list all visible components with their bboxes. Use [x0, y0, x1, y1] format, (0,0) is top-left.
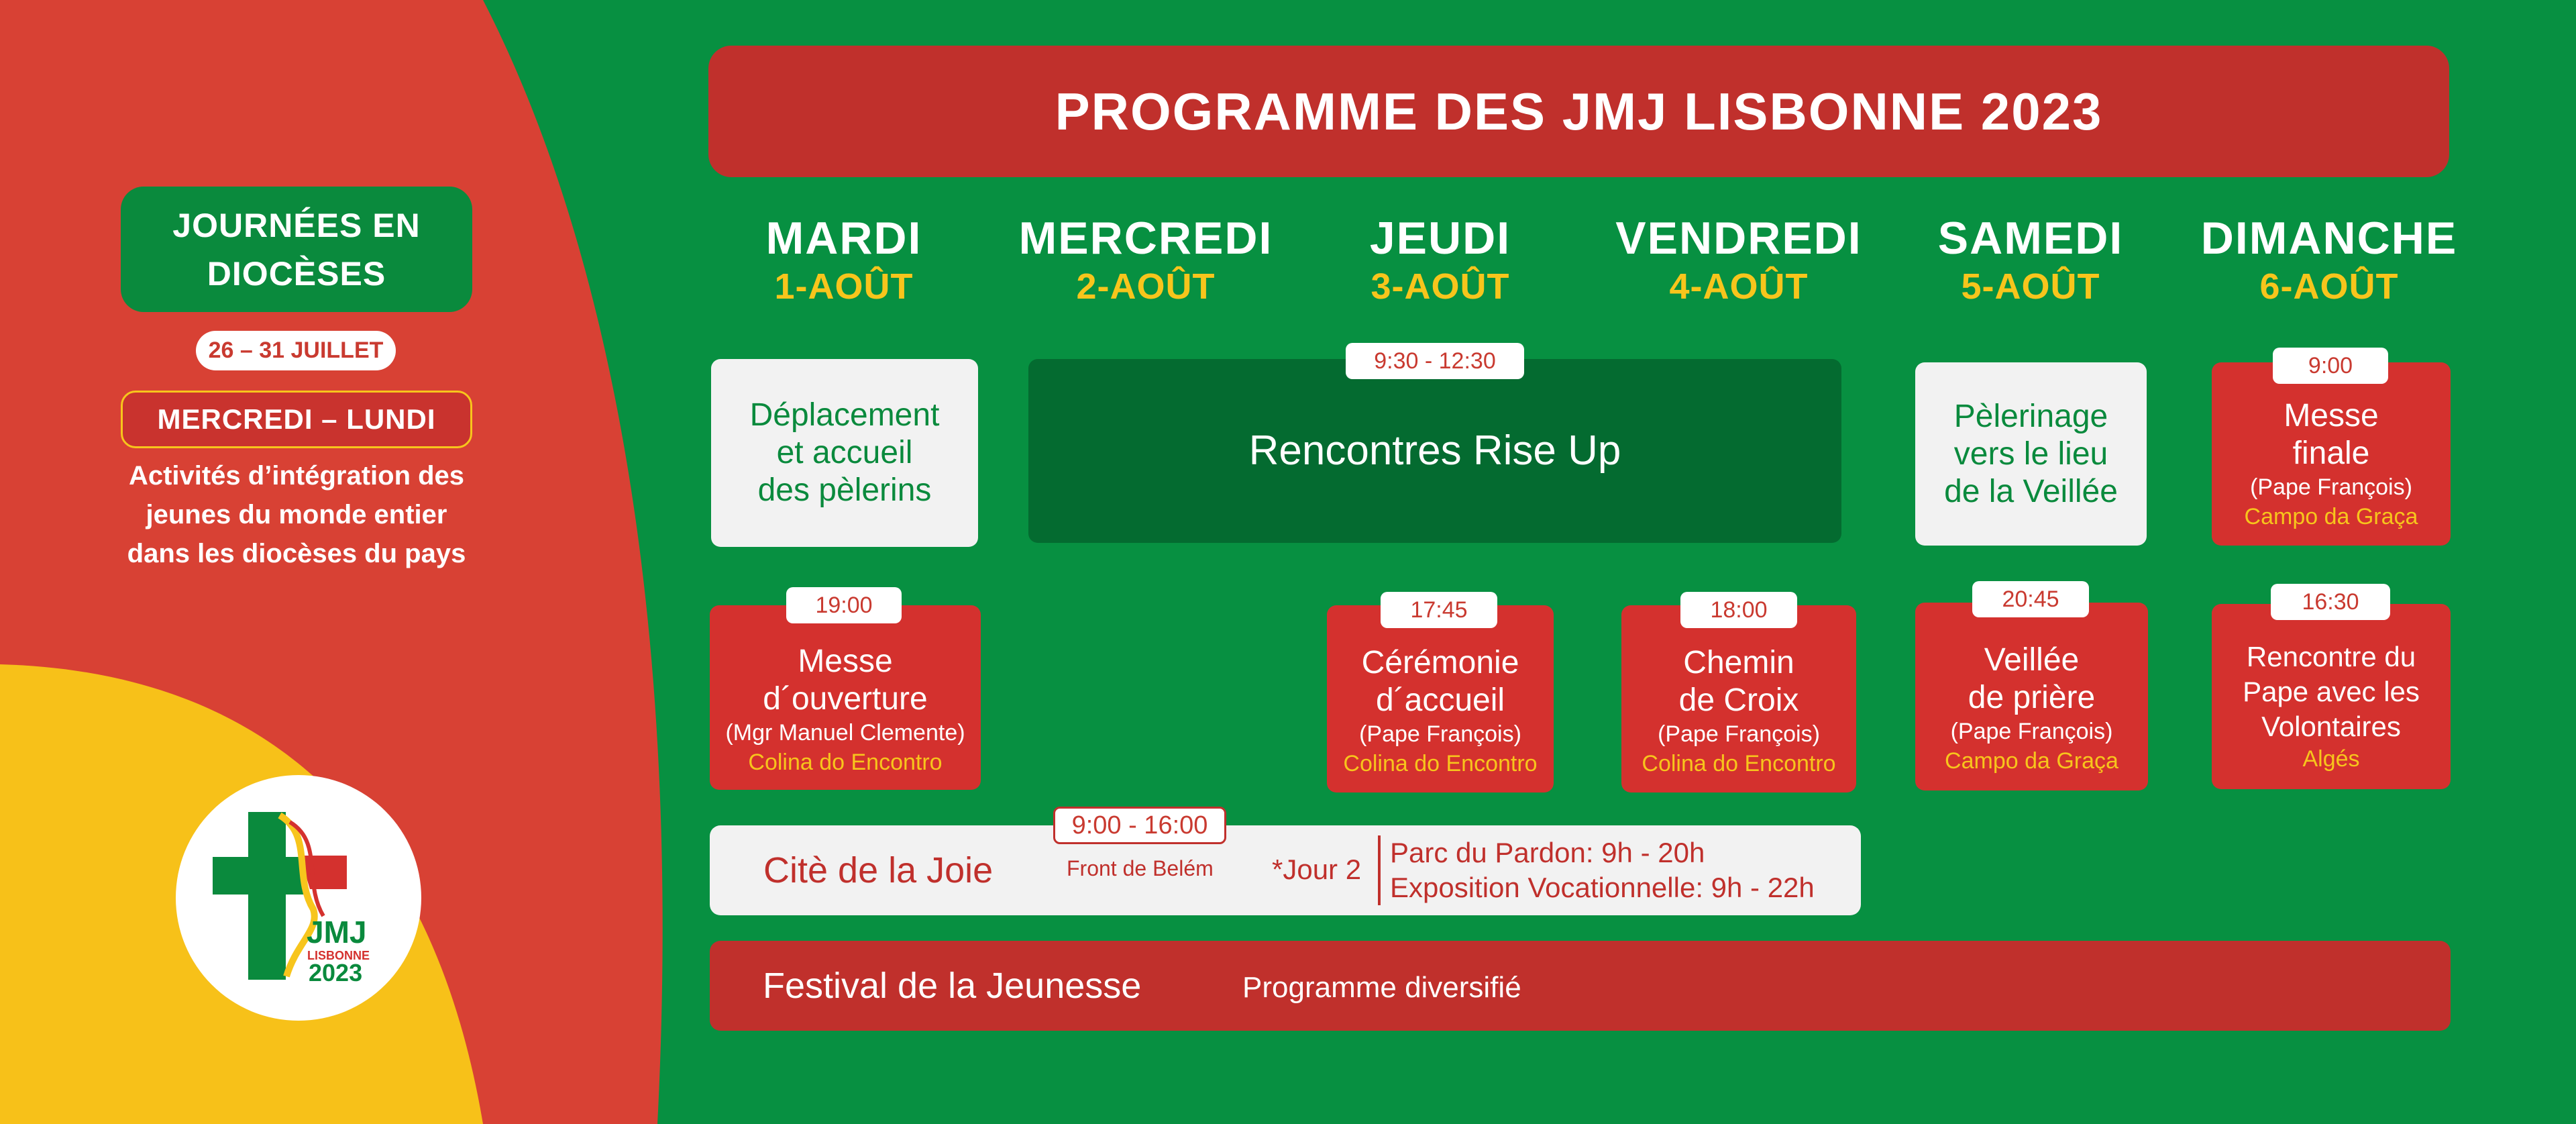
cite-divider [1378, 835, 1381, 905]
day-header-dimanche [2182, 211, 2477, 308]
card-messe-ouverture [710, 605, 981, 790]
day-header-vendredi [1591, 211, 1886, 308]
day-date: 3-AOÛT [1371, 266, 1510, 307]
day-name: DIMANCHE [2200, 213, 2458, 264]
card-place: Algés [2302, 746, 2360, 772]
card-who: (Mgr Manuel Clemente) [725, 719, 965, 746]
messe-finale-time: 9:00 [2273, 348, 2388, 384]
card-place: Campo da Graça [1945, 748, 2118, 774]
day-date: 5-AOÛT [1961, 266, 2100, 307]
chemin-time: 18:00 [1680, 592, 1797, 628]
card-place: Colina do Encontro [1343, 750, 1538, 776]
logo-jmj-text: JMJ [307, 915, 367, 950]
card-line: Messe [798, 643, 893, 679]
dates-pill: 26 – 31 JUILLET [196, 331, 396, 370]
day-header-samedi [1883, 211, 2178, 308]
logo-year-text: 2023 [309, 959, 363, 986]
day-header-mardi [696, 211, 991, 308]
card-place: Colina do Encontro [748, 749, 943, 775]
card-who: (Pape François) [1658, 721, 1820, 747]
day-name: SAMEDI [1937, 213, 2124, 264]
card-line: Déplacement [749, 397, 940, 433]
card-line: Veillée [1984, 642, 2080, 678]
jmj-cross-logo-icon [176, 775, 421, 1021]
journees-title-line2: DIOCÈSES [207, 254, 386, 293]
card-who: (Pape François) [2250, 474, 2412, 500]
card-line: de la Veillée [1944, 473, 2118, 509]
card-line: et accueil [776, 435, 913, 470]
card-line: des pèlerins [757, 472, 932, 508]
journees-title-line1: JOURNÉES EN [172, 206, 421, 244]
jmj-logo [176, 775, 421, 1021]
card-chemin-de-croix [1621, 605, 1856, 793]
card-line: Chemin [1683, 644, 1794, 680]
card-line: Cérémonie [1361, 644, 1519, 680]
day-date: 1-AOÛT [774, 266, 914, 307]
day-name: MERCREDI [1018, 213, 1273, 264]
veillee-time: 20:45 [1972, 581, 2089, 617]
card-pelerinage [1915, 362, 2147, 546]
day-header-mercredi [998, 211, 1293, 308]
card-messe-finale [2212, 362, 2451, 546]
cite-time: 9:00 - 16:00 [1053, 807, 1226, 844]
card-line: Pape avec les [2243, 676, 2420, 707]
card-line: de Croix [1678, 682, 1799, 718]
day-name: JEUDI [1369, 213, 1511, 264]
card-rencontre-volontaires [2212, 604, 2451, 789]
card-line: Messe [2284, 397, 2379, 433]
cite-parc: Parc du Pardon: 9h - 20h [1390, 837, 1705, 868]
cite-title: Citè de la Joie [763, 850, 994, 890]
card-ceremonie [1327, 605, 1554, 793]
card-place: Campo da Graça [2244, 503, 2418, 529]
card-line: de prière [1968, 680, 2096, 715]
volontaires-time: 16:30 [2271, 584, 2390, 620]
cite-expo: Exposition Vocationnelle: 9h - 22h [1390, 872, 1815, 903]
journees-en-dioceses-badge [121, 187, 472, 312]
messe-ouverture-time: 19:00 [786, 587, 902, 623]
day-header-jeudi [1293, 211, 1588, 308]
card-line: d´accueil [1375, 682, 1505, 718]
card-line: vers le lieu [1953, 436, 2108, 472]
card-deplacement [711, 359, 978, 547]
activites-line1: Activités d’intégration des [128, 461, 465, 491]
day-date: 4-AOÛT [1669, 266, 1809, 307]
card-line: d´ouverture [763, 680, 928, 717]
card-veillee [1915, 603, 2148, 790]
festival-desc: Programme diversifié [1242, 971, 1521, 1004]
days-range-badge: MERCREDI – LUNDI [121, 391, 472, 448]
activites-line2: jeunes du monde entier [146, 500, 447, 529]
rise-up-title: Rencontres Rise Up [1248, 427, 1621, 474]
cite-place: Front de Belém [1067, 856, 1214, 880]
card-who: (Pape François) [1950, 719, 2113, 744]
ceremonie-time: 17:45 [1381, 592, 1497, 628]
cite-jour: *Jour 2 [1272, 854, 1362, 885]
card-place: Colina do Encontro [1642, 750, 1836, 776]
rise-up-time: 9:30 - 12:30 [1346, 343, 1524, 379]
card-line: Volontaires [2261, 711, 2401, 742]
programme-title: PROGRAMME DES JMJ LISBONNE 2023 [708, 46, 2449, 177]
activites-line3: dans les diocèses du pays [127, 539, 466, 568]
activites-text [87, 456, 506, 573]
card-who: (Pape François) [1359, 721, 1521, 747]
logo-city-text: LISBONNE [307, 949, 370, 962]
day-date: 2-AOÛT [1076, 266, 1216, 307]
card-rise-up [1028, 359, 1841, 543]
festival-title: Festival de la Jeunesse [763, 966, 1142, 1006]
card-line: Pèlerinage [1953, 398, 2108, 434]
day-date: 6-AOÛT [2259, 266, 2399, 307]
day-name: MARDI [765, 213, 922, 264]
card-line: Rencontre du [2246, 641, 2416, 672]
card-line: finale [2292, 435, 2370, 471]
day-name: VENDREDI [1615, 213, 1862, 264]
